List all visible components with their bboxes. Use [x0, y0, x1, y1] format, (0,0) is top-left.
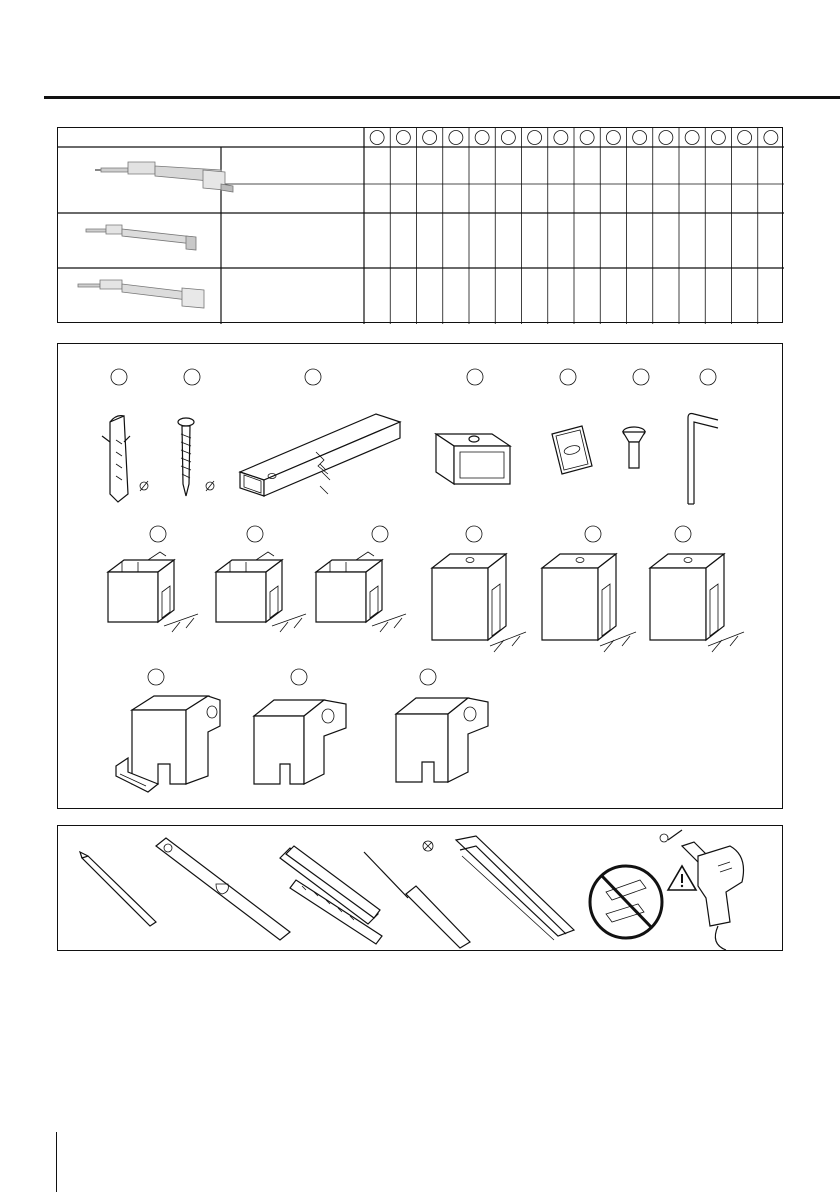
column-number-circle: [528, 131, 542, 145]
part-number-circle: [675, 526, 691, 542]
folding-ruler-icon: [280, 846, 382, 944]
large-clamp-icon: [542, 554, 636, 652]
no-hammer-drill-icon: [590, 866, 662, 938]
hook-connector-icon: [396, 698, 488, 782]
part-number-circle: [111, 369, 127, 385]
hex-key-icon: [688, 414, 718, 505]
column-number-circle: [475, 131, 489, 145]
compatibility-table: [57, 127, 783, 323]
column-number-circle: [685, 131, 699, 145]
part-number-circle: [291, 669, 307, 685]
slim-bracket-icon: [86, 225, 196, 250]
column-number-circle: [659, 131, 673, 145]
part-number-circle: [420, 669, 436, 685]
small-clamp-icon: [108, 552, 198, 632]
page-margin-rule: [56, 1132, 57, 1192]
column-number-circle: [633, 131, 647, 145]
large-clamp-icon: [432, 554, 526, 652]
countersunk-bolt-icon: [623, 427, 645, 468]
large-clamp-icon: [650, 554, 744, 652]
screw-icon: [178, 418, 214, 496]
required-tools: [57, 825, 783, 951]
small-clamp-icon: [216, 552, 306, 632]
column-number-circle: [554, 131, 568, 145]
part-number-circle: [467, 369, 483, 385]
part-number-circle: [184, 369, 200, 385]
wall-plug-icon: [102, 416, 148, 502]
part-number-circle: [247, 526, 263, 542]
part-number-circle: [700, 369, 716, 385]
hook-connector-icon: [254, 700, 346, 784]
warning-triangle-icon: [668, 866, 696, 890]
header-rule: [44, 96, 840, 99]
column-number-circle: [370, 131, 384, 145]
hook-connector-with-clip-icon: [116, 696, 220, 792]
part-number-circle: [633, 369, 649, 385]
part-number-circle: [372, 526, 388, 542]
phillips-screwdriver-icon: [364, 841, 470, 948]
wall-plate-icon: [552, 426, 592, 474]
part-number-circle: [305, 369, 321, 385]
square-tube-icon: [240, 414, 400, 496]
column-number-circle: [764, 131, 778, 145]
spirit-level-icon: [156, 838, 290, 940]
part-number-circle: [560, 369, 576, 385]
pencil-icon: [80, 852, 156, 926]
part-number-circle: [466, 526, 482, 542]
hacksaw-icon: [456, 836, 574, 940]
column-number-circle: [738, 131, 752, 145]
column-number-circle: [711, 131, 725, 145]
parts-list: [57, 343, 783, 809]
column-number-circle: [449, 131, 463, 145]
column-number-circle: [423, 131, 437, 145]
tube-connector-icon: [436, 434, 510, 484]
part-number-circle: [585, 526, 601, 542]
bracket-assembly-with-clip-icon: [95, 162, 233, 192]
bracket-with-end-cap-icon: [78, 280, 204, 308]
column-number-circle: [606, 131, 620, 145]
small-clamp-icon: [316, 552, 406, 632]
column-number-circle: [580, 131, 594, 145]
column-number-circle: [396, 131, 410, 145]
column-number-circle: [501, 131, 515, 145]
part-number-circle: [148, 669, 164, 685]
part-number-circle: [150, 526, 166, 542]
